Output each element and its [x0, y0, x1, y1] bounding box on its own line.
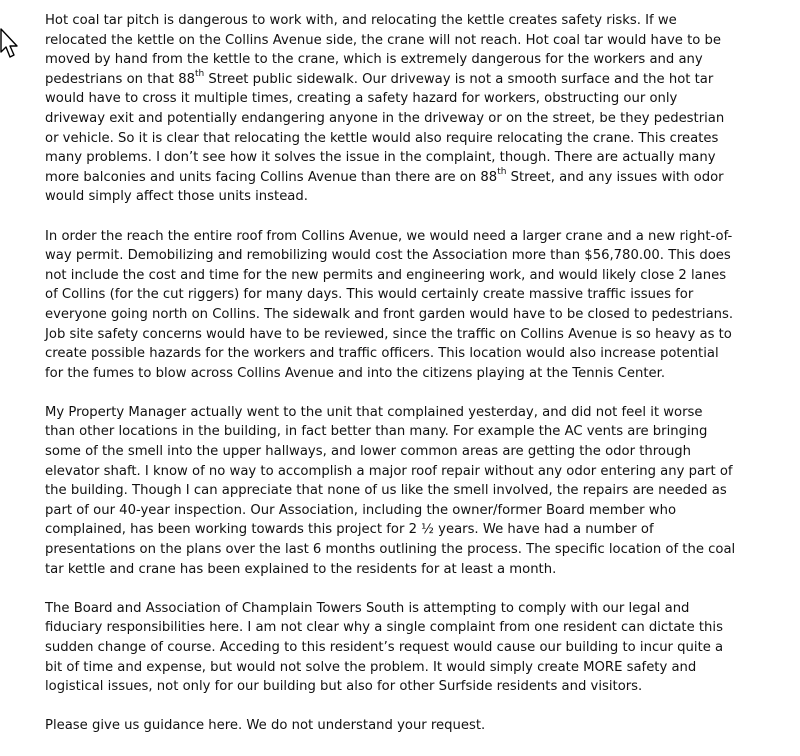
ordinal-superscript: th — [194, 69, 205, 80]
text-line: relocated the kettle on the Collins Avenue side, the crane will not reach. Hot coal tar would have to be — [45, 32, 722, 48]
text-line: driveway exit and potentially endangering anyone in the driveway or on the street, be they pedestrian — [45, 110, 725, 126]
text-line: of Collins (for the cut riggers) for many days. This would certainly create massive traffic issues for — [45, 287, 694, 303]
text-line: Hot coal tar pitch is dangerous to work with, and relocating the kettle creates safety risks. If we — [45, 13, 677, 28]
text-line: Job site safety concerns would have to be reviewed, since the traffic on Collins Avenue is so heavy as to — [45, 326, 732, 342]
text-line: would have to cross it multiple times, creating a safety hazard for workers, obstructing our only — [45, 91, 678, 107]
text-line: complained, has been working towards this project for 2 ½ years. We have had a number of — [45, 522, 654, 538]
text-line: than other locations in the building, in fact better than many. For example the AC vents are bringing — [45, 424, 708, 440]
paragraph-4 — [45, 599, 785, 697]
text-line: pedestrians on that 88th Street public sidewalk. Our driveway is not a smooth surface and the hot tar — [45, 69, 714, 87]
text-line: create possible hazards for the workers and traffic officers. This location would also increase potential — [45, 346, 719, 362]
paragraph-3 — [45, 403, 785, 579]
text-line: The Board and Association of Champlain Towers South is attempting to comply with our legal and — [45, 600, 690, 616]
text-line: sudden change of course. Acceding to this resident’s request would cause our building to incur quite a — [45, 640, 724, 655]
text-line: elevator shaft. I know of no way to accomplish a major roof repair without any odor entering any part of — [45, 463, 733, 479]
text-line: moved by hand from the kettle to the crane, which is extremely dangerous for the workers and any — [45, 52, 703, 68]
text-line: some of the smell into the upper hallways, and lower common areas are getting the odor through — [45, 444, 692, 460]
text-line: more balconies and units facing Collins Avenue than there are on 88th Street, and any issues with odor — [45, 167, 724, 185]
text-line: for the fumes to blow across Collins Avenue and into the citizens playing at the Tennis Center. — [45, 365, 666, 381]
document-body — [45, 11, 785, 756]
text-line: In order the reach the entire roof from Collins Avenue, we would need a larger crane and a new right-of- — [45, 228, 733, 244]
text-line: or vehicle. So it is clear that relocating the kettle would also require relocating the crane. This creates — [45, 130, 719, 146]
text-line: everyone going north on Collins. The sidewalk and front garden would have to be closed to pedestrians. — [45, 306, 734, 322]
text-line: part of our 40-year inspection. Our Association, including the owner/former Board member who — [45, 502, 677, 518]
paragraph-2 — [45, 227, 785, 384]
text-line: presentations on the plans over the last 6 months outlining the process. The specific location of the coal — [45, 542, 736, 558]
text-line: tar kettle and crane has been explained to the residents for at least a month. — [45, 561, 557, 577]
text-line: the building. Though I can appreciate that none of us like the smell involved, the repairs are needed as — [45, 483, 727, 499]
text-line: many problems. I don’t see how it solves the issue in the complaint, though. There are actually many — [45, 150, 716, 166]
text-line: My Property Manager actually went to the unit that complained yesterday, and did not feel it worse — [45, 404, 703, 420]
paragraph-1 — [45, 11, 785, 207]
text-line: would simply affect those units instead. — [45, 189, 308, 205]
mouse-pointer-icon — [0, 28, 22, 60]
paragraph-5 — [45, 716, 785, 736]
text-line: not include the cost and time for the new permits and engineering work, and would likely close 2 lanes — [45, 267, 727, 283]
text-line: way permit. Demobilizing and remobilizing would cost the Association more than $56,780.00. This does — [45, 248, 731, 264]
text-line: fiduciary responsibilities here. I am not clear why a single complaint from one resident can dictate this — [45, 620, 723, 636]
text-line: logistical issues, not only for our building but also for other Surfside residents and visitors. — [45, 679, 643, 695]
text-line: Please give us guidance here. We do not understand your request. — [45, 718, 486, 734]
ordinal-superscript: th — [497, 167, 507, 178]
text-line: bit of time and expense, but would not solve the problem. It would simply create MORE safety and — [45, 659, 697, 675]
